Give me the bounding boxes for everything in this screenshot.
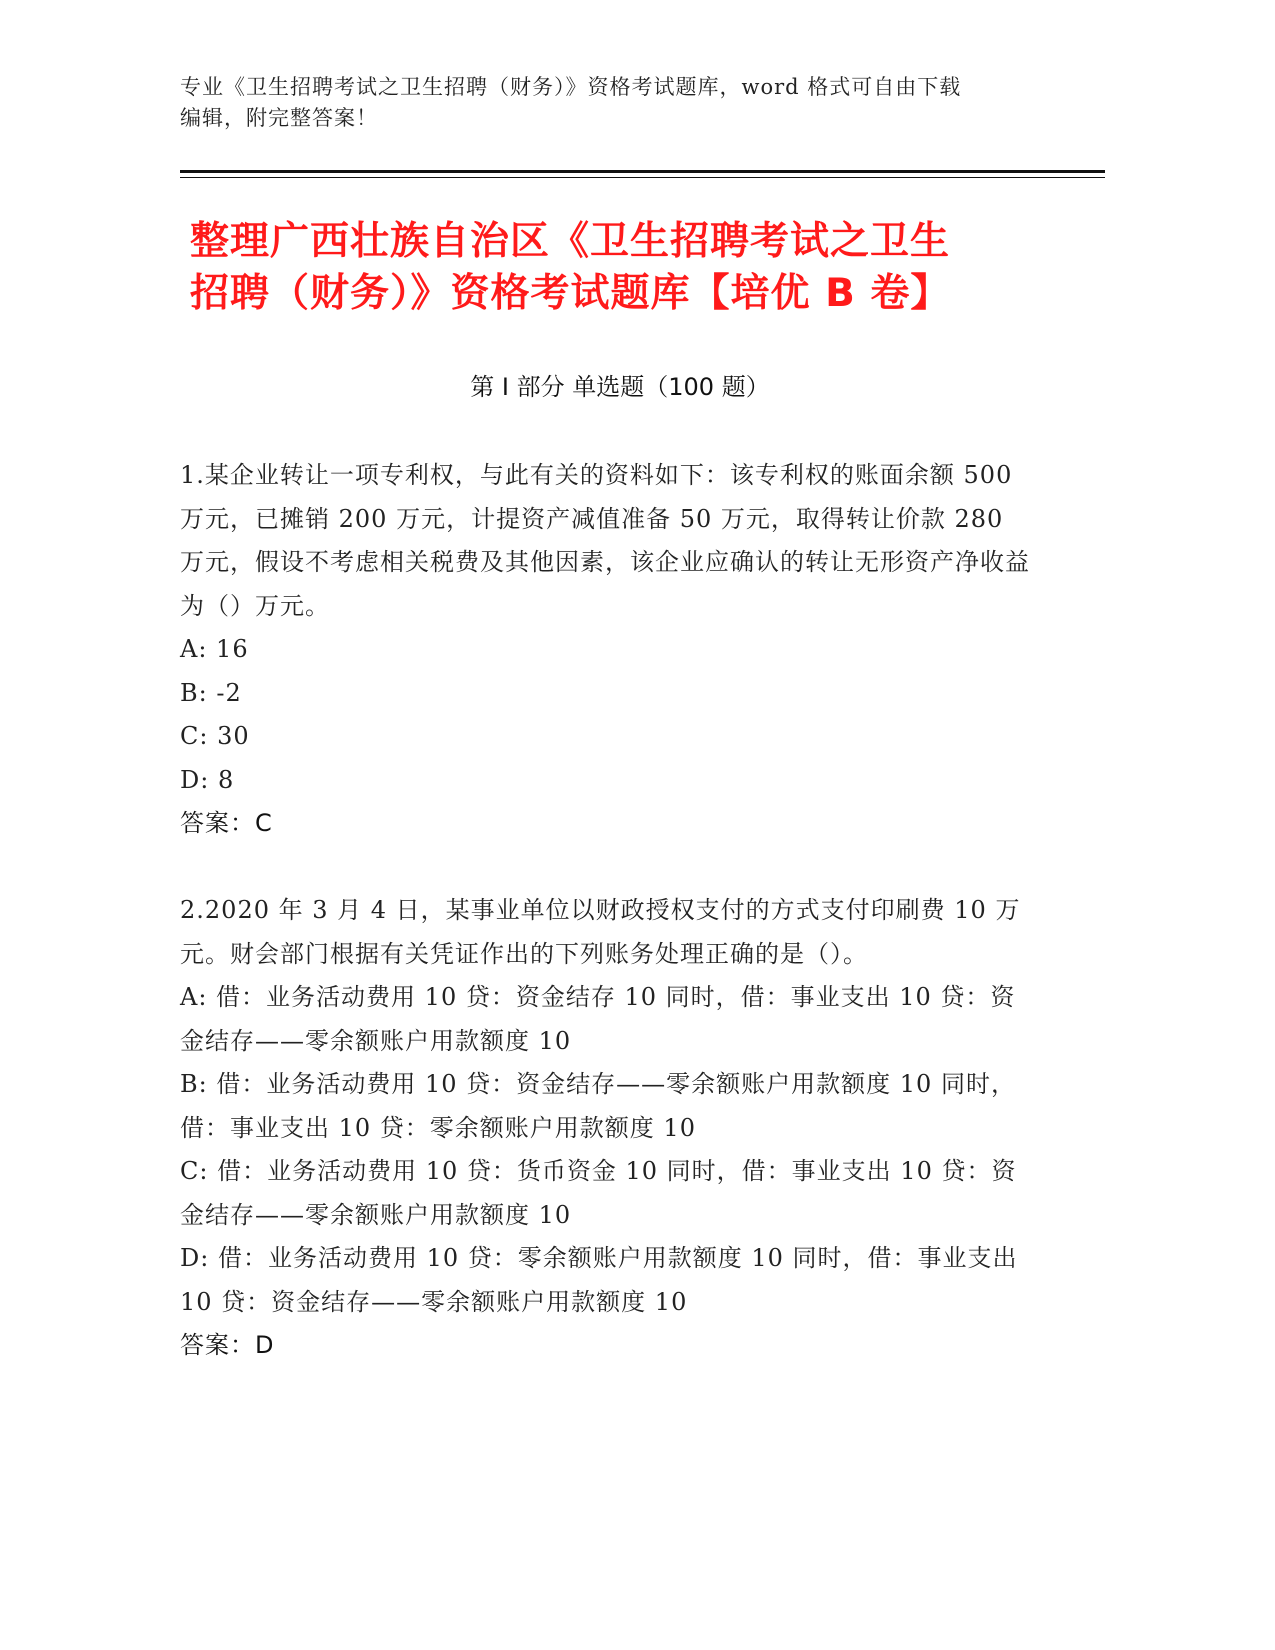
- option-d: D: 借：业务活动费用 10 贷：零余额账户用款额度 10 同时，借：事业支出 10 贷：资金结存——零余额账户用款额度 10: [180, 1244, 1018, 1316]
- option-b: B: -2: [180, 678, 242, 707]
- header-note-line-1: 专业《卫生招聘考试之卫生招聘（财务）》资格考试题库，word 格式可自由下载: [180, 75, 962, 99]
- option-d: D: 8: [180, 765, 235, 794]
- section-title: 第 I 部分 单选题（100 题）: [470, 373, 770, 401]
- option-a: A: 借：业务活动费用 10 贷：资金结存 10 同时，借：事业支出 10 贷：资金结存——零余额账户用款额度 10: [180, 983, 1016, 1055]
- option-c: C: 30: [180, 722, 250, 750]
- answer-text: 答案：C: [180, 809, 273, 837]
- option-a: A: 16: [180, 635, 249, 663]
- header-note-line-2: 编辑，附完整答案！: [180, 106, 378, 130]
- header-note: [180, 72, 1060, 134]
- document-title-line-2: 招聘（财务）》资格考试题库【培优 B 卷】: [190, 271, 951, 316]
- question-stem: 1.某企业转让一项专利权，与此有关的资料如下：该专利权的账面余额 500 万元，已摊销 200 万元，计提资产减值准备 50 万元，取得转让价款 280 万元，假设不考虑相关税费及其他因素，该企业应确认的转让无形资产净收益为（）万元。: [180, 461, 1030, 620]
- answer-text: 答案：D: [180, 1331, 275, 1359]
- document-title: [190, 216, 1090, 320]
- question-stem: 2.2020 年 3 月 4 日，某事业单位以财政授权支付的方式支付印刷费 10 万元。财会部门根据有关凭证作出的下列账务处理正确的是（）。: [180, 896, 1021, 968]
- question-block: [180, 454, 1030, 846]
- document-title-line-1: 整理广西壮族自治区《卫生招聘考试之卫生: [190, 219, 951, 264]
- option-c: C: 借：业务活动费用 10 贷：货币资金 10 同时，借：事业支出 10 贷：资金结存——零余额账户用款额度 10: [180, 1157, 1017, 1229]
- question-block: [180, 889, 1030, 1368]
- header-divider-thin: [180, 177, 1105, 178]
- header-divider-thick: [180, 170, 1105, 173]
- option-b: B: 借：业务活动费用 10 贷：资金结存——零余额账户用款额度 10 同时，借：事业支出 10 贷：零余额账户用款额度 10: [180, 1070, 1016, 1142]
